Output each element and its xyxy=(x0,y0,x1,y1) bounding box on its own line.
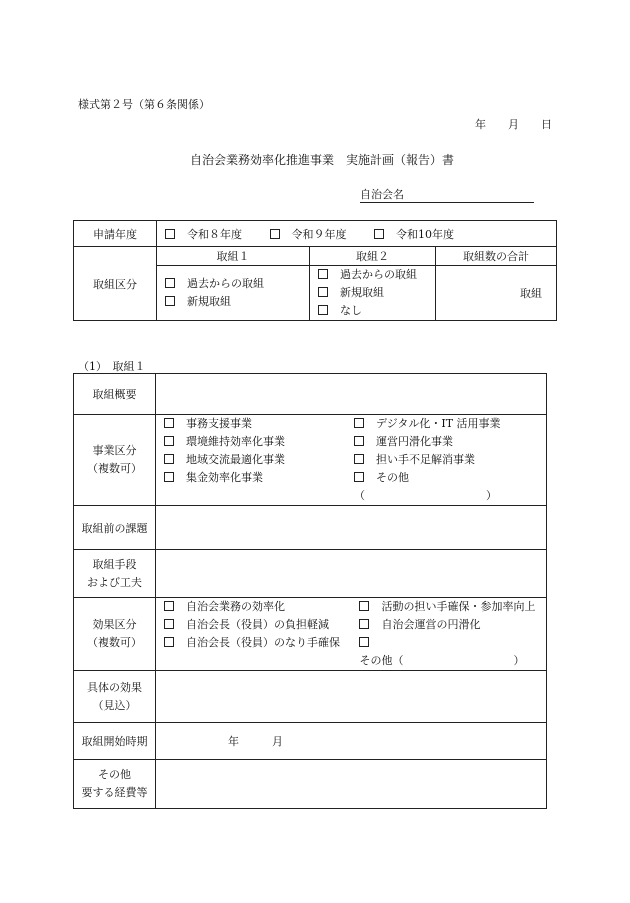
effect-category-options xyxy=(156,598,547,671)
checkbox-icon xyxy=(354,454,364,464)
effect-category-label: 効果区分 （複数可） xyxy=(74,598,156,671)
issues-field[interactable] xyxy=(156,506,547,550)
effect-option-smooth[interactable]: 自治会運営の円滑化 xyxy=(359,616,546,634)
business-option-office-support[interactable]: 事務支援事業 xyxy=(164,415,354,433)
column-total: 取組数の合計 xyxy=(436,247,557,266)
business-option-shortage[interactable]: 担い手不足解消事業 xyxy=(354,451,546,469)
option-new[interactable]: 新規取組 xyxy=(165,293,309,311)
concrete-effect-label: 具体の効果 （見込） xyxy=(74,671,156,723)
application-year-label: 申請年度 xyxy=(74,221,157,247)
checkbox-icon xyxy=(164,436,174,446)
initiative-1-options xyxy=(157,266,310,321)
start-period-label: 取組開始時期 xyxy=(74,723,156,760)
checkbox-icon xyxy=(270,229,280,239)
business-option-environment[interactable]: 環境維持効率化事業 xyxy=(164,433,354,451)
initiative-2-options xyxy=(310,266,436,321)
section-heading: （1） 取組１ xyxy=(78,360,146,373)
effect-option-participation[interactable]: 活動の担い手確保・参加率向上 xyxy=(359,598,546,616)
checkbox-icon xyxy=(165,296,175,306)
checkbox-icon xyxy=(318,269,328,279)
option-new[interactable]: 新規取組 xyxy=(318,284,435,302)
effect-option-successor[interactable]: 自治会長（役員）のなり手確保 xyxy=(164,634,359,652)
checkbox-icon xyxy=(374,229,384,239)
effect-option-efficiency[interactable]: 自治会業務の効率化 xyxy=(164,598,359,616)
business-option-other[interactable]: その他（ ） xyxy=(354,471,498,502)
year-option-r10[interactable]: 令和10年度 xyxy=(374,228,454,241)
total-unit: 取組 xyxy=(520,287,542,300)
year-option-r9[interactable]: 令和９年度 xyxy=(270,228,347,241)
effect-option-burden[interactable]: 自治会長（役員）の負担軽減 xyxy=(164,616,359,634)
concrete-effect-field[interactable] xyxy=(156,671,547,723)
option-none[interactable]: なし xyxy=(318,302,435,320)
checkbox-icon xyxy=(318,287,328,297)
means-label: 取組手段 および工夫 xyxy=(74,550,156,598)
checkbox-icon xyxy=(164,454,174,464)
column-initiative-1: 取組１ xyxy=(157,247,310,266)
means-field[interactable] xyxy=(156,550,547,598)
column-initiative-2: 取組２ xyxy=(310,247,436,266)
form-number: 様式第２号（第６条関係） xyxy=(78,98,210,111)
application-table xyxy=(73,220,557,321)
year-option-r8[interactable]: 令和８年度 xyxy=(165,228,242,241)
option-past[interactable]: 過去からの取組 xyxy=(165,275,309,293)
effect-option-other[interactable]: その他（ ） xyxy=(359,634,546,670)
checkbox-icon xyxy=(354,436,364,446)
business-option-exchange[interactable]: 地域交流最適化事業 xyxy=(164,451,354,469)
checkbox-icon xyxy=(318,305,328,315)
issues-label: 取組前の課題 xyxy=(74,506,156,550)
business-category-label: 事業区分 （複数可） xyxy=(74,415,156,506)
checkbox-icon xyxy=(165,278,175,288)
checkbox-icon xyxy=(164,619,174,629)
document-title: 自治会業務効率化推進事業 実施計画（報告）書 xyxy=(190,153,455,167)
checkbox-icon xyxy=(164,637,174,647)
checkbox-icon xyxy=(354,418,364,428)
other-expenses-label: その他 要する経費等 xyxy=(74,760,156,809)
association-name-label: 自治会名 xyxy=(360,188,404,201)
overview-field[interactable] xyxy=(156,374,547,415)
checkbox-icon xyxy=(359,637,369,647)
total-count-cell[interactable] xyxy=(436,266,557,321)
business-category-options xyxy=(156,415,547,506)
checkbox-icon xyxy=(359,619,369,629)
application-year-options xyxy=(157,221,557,247)
association-name-field xyxy=(360,186,534,203)
checkbox-icon xyxy=(164,418,174,428)
checkbox-icon xyxy=(165,229,175,239)
overview-label: 取組概要 xyxy=(74,374,156,415)
business-option-operation[interactable]: 運営円滑化事業 xyxy=(354,433,546,451)
business-option-collection[interactable]: 集金効率化事業 xyxy=(164,469,354,487)
business-option-digital[interactable]: デジタル化・IT 活用事業 xyxy=(354,415,546,433)
category-label: 取組区分 xyxy=(74,247,157,321)
checkbox-icon xyxy=(164,601,174,611)
checkbox-icon xyxy=(164,472,174,482)
other-expenses-field[interactable] xyxy=(156,760,547,809)
initiative-1-table xyxy=(73,373,547,809)
option-past[interactable]: 過去からの取組 xyxy=(318,266,435,284)
start-period-value: 年 月 xyxy=(228,735,283,748)
start-period-field[interactable] xyxy=(156,723,547,760)
checkbox-icon xyxy=(354,472,364,482)
date-field: 年 月 日 xyxy=(475,118,552,131)
checkbox-icon xyxy=(359,601,369,611)
